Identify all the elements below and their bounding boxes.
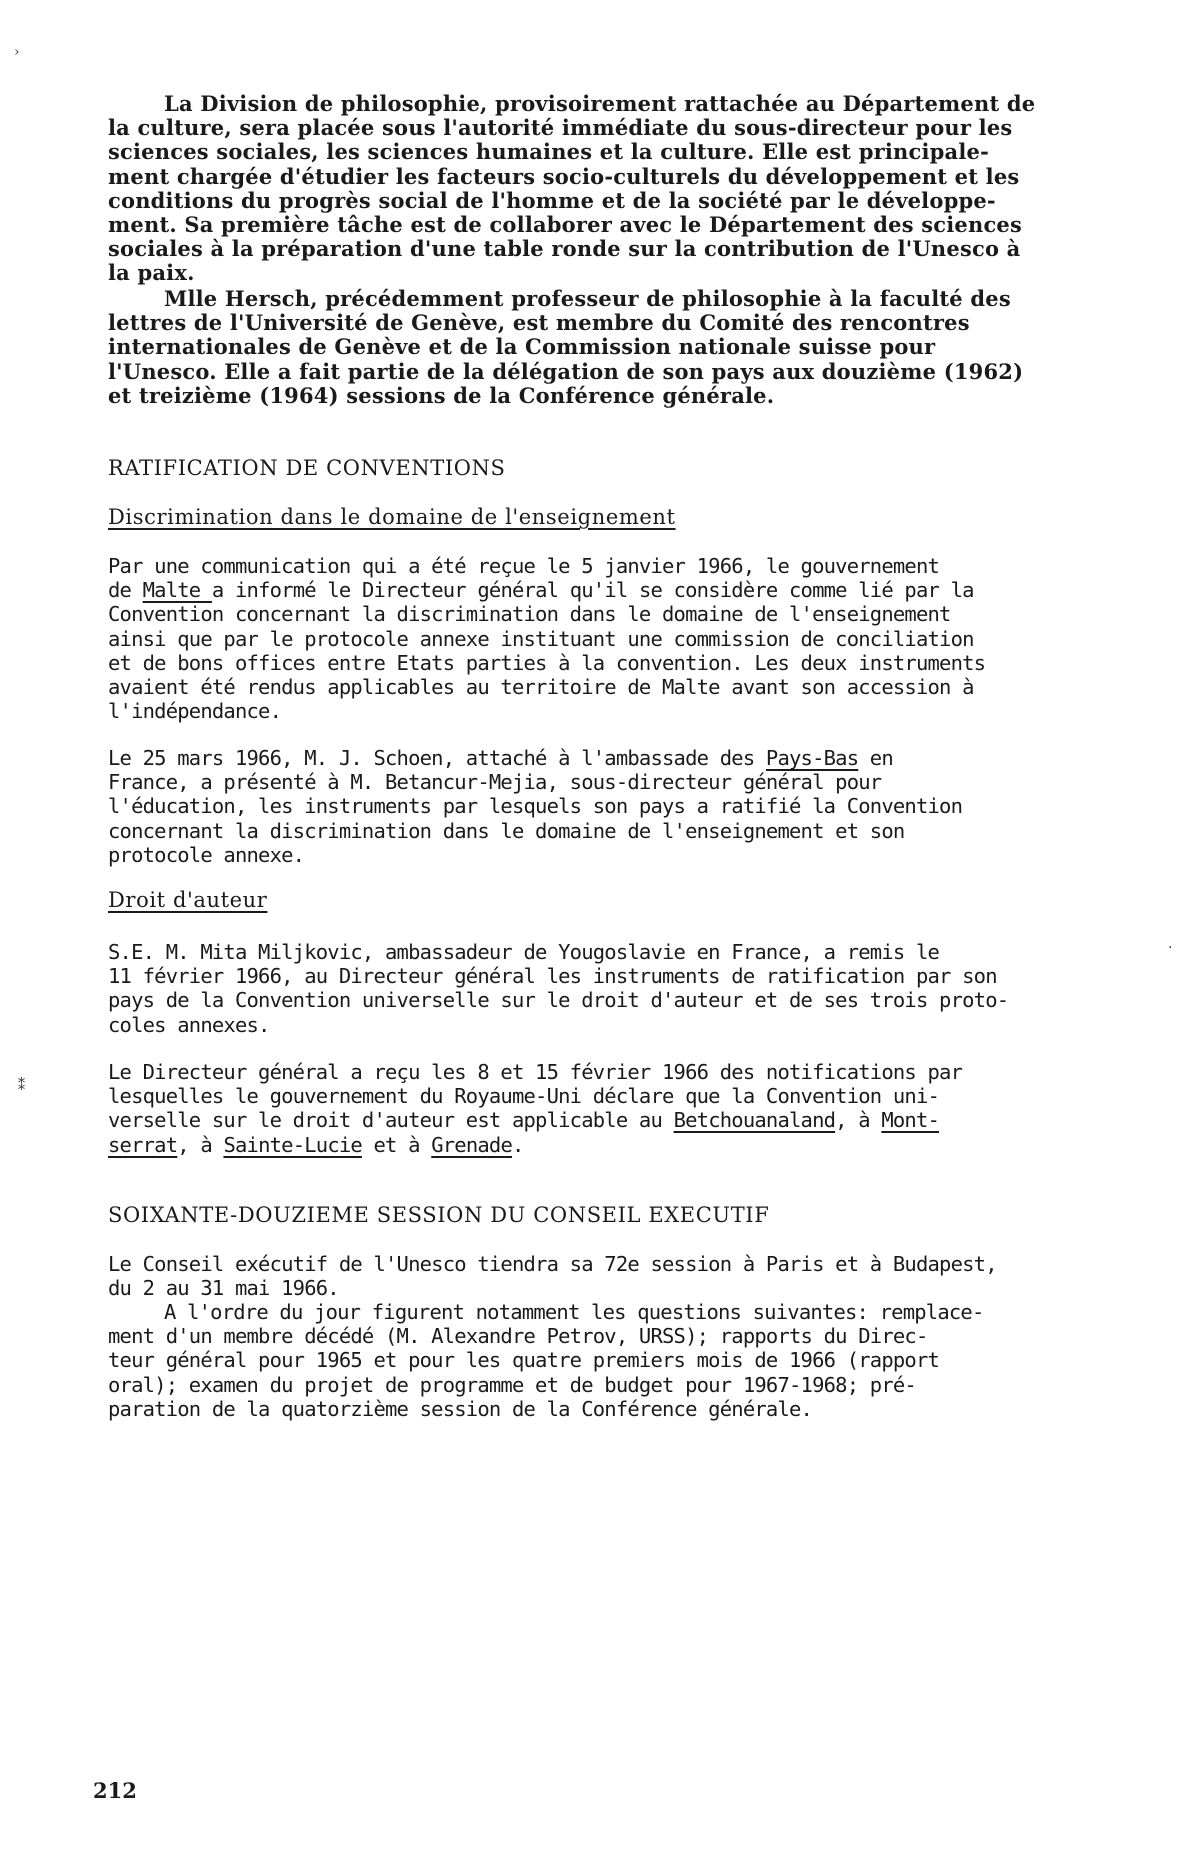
text-line [108, 578, 1108, 602]
paragraph-ordre-du-jour [108, 1300, 1108, 1421]
text-line: et de bons offices entre Etats parties à la convention. Les deux instruments [108, 650, 986, 675]
text-line: ainsi que par le protocole annexe instituant une commission de conciliation [108, 626, 974, 651]
text-line: sciences sociales, les sciences humaines et la culture. Elle est principale- [108, 139, 989, 165]
text-line: l'Unesco. Elle a fait partie de la délégation de son pays aux douzième (1962) [108, 358, 1024, 384]
text-line: sociales à la préparation d'une table ronde sur la contribution de l'Unesco à [108, 236, 1021, 262]
subheading-droit-auteur: Droit d'auteur [108, 888, 268, 912]
text-line: pays de la Convention universelle sur le droit d'auteur et de ses trois proto- [108, 988, 1009, 1013]
territory-sainte-lucie: Sainte-Lucie [223, 1132, 362, 1157]
text-span: a informé le Directeur général qu'il se considère comme lié par la [211, 578, 974, 603]
text-span: et à [361, 1132, 432, 1157]
text-line: S.E. M. Mita Miljkovic, ambassadeur de Yougoslavie en France, a remis le [108, 940, 940, 964]
text-line: Par une communication qui a été reçue le 5 janvier 1966, le gouvernement [108, 554, 940, 578]
text-line: internationales de Genève et de la Commission nationale suisse pour [108, 334, 936, 360]
text-line [108, 1133, 1108, 1157]
paragraph-yougoslavie [108, 940, 1108, 1037]
page-number: 212 [93, 1778, 137, 1803]
text-span: , à [177, 1132, 224, 1157]
territory-montserrat: Mont- [881, 1108, 940, 1133]
territory-grenade: Grenade [431, 1132, 513, 1157]
text-line: et treizième (1964) sessions de la Conférence générale. [108, 382, 775, 408]
text-line: A l'ordre du jour figurent notamment les questions suivantes: remplace- [164, 1300, 984, 1324]
paragraph-conseil [108, 1252, 1108, 1300]
text-span: Le 25 mars 1966, M. J. Schoen, attaché à l'ambassade des [108, 746, 766, 770]
text-line: du 2 au 31 mai 1966. [108, 1276, 339, 1301]
paragraph-division-philosophie [108, 92, 1108, 286]
text-span: en [858, 746, 893, 770]
scan-mark: · [1168, 940, 1173, 956]
territory-betchouanaland: Betchouanaland [673, 1108, 836, 1133]
paragraph-mlle-hersch [108, 287, 1108, 408]
subheading-wrapper [108, 505, 1108, 529]
text-line: l'indépendance. [108, 699, 282, 724]
heading-ratification: RATIFICATION DE CONVENTIONS [108, 456, 506, 480]
heading-session: SOIXANTE-DOUZIEME SESSION DU CONSEIL EXECUTIF [108, 1203, 770, 1227]
text-line: ment d'un membre décédé (M. Alexandre Petrov, URSS); rapports du Direc- [108, 1324, 928, 1349]
text-span: de [108, 578, 143, 603]
text-line [108, 746, 1108, 770]
text-span: verselle sur le droit d'auteur est applicable au [108, 1108, 674, 1133]
text-span: , à [835, 1108, 882, 1133]
text-line: concernant la discrimination dans le domaine de l'enseignement et son [108, 818, 905, 843]
text-line: lesquelles le gouvernement du Royaume-Uni déclare que la Convention uni- [108, 1084, 940, 1109]
text-line: 11 février 1966, au Directeur général les instruments de ratification par son [108, 964, 997, 989]
text-line: lettres de l'Université de Genève, est membre du Comité des rencontres [108, 310, 970, 336]
text-line: conditions du progrès social de l'homme et de la société par le développe- [108, 187, 996, 213]
paragraph-royaume-uni [108, 1060, 1108, 1157]
text-line: oral); examen du projet de programme et de budget pour 1967-1968; pré- [108, 1372, 916, 1397]
text-line: France, a présenté à M. Betancur-Mejia, sous-directeur général pour [108, 770, 882, 795]
scan-mark: › [14, 44, 20, 60]
text-line: la paix. [108, 260, 195, 286]
text-line: Mlle Hersch, précédemment professeur de philosophie à la faculté des [164, 286, 1011, 311]
text-line: avaient été rendus applicables au territoire de Malte avant son accession à [108, 675, 974, 700]
text-line: teur général pour 1965 et pour les quatre premiers mois de 1966 (rapport [108, 1348, 940, 1373]
text-line: l'éducation, les instruments par lesquels son pays a ratifié la Convention [108, 794, 963, 819]
text-line: la culture, sera placée sous l'autorité immédiate du sous-directeur pour les [108, 115, 1013, 141]
paragraph-pays-bas [108, 746, 1108, 867]
territory-montserrat-cont: serrat [108, 1132, 178, 1157]
text-line: ment chargée d'étudier les facteurs socio-culturels du développement et les [108, 163, 1020, 189]
text-line: coles annexes. [108, 1012, 270, 1037]
subheading-wrapper [108, 888, 1108, 912]
text-line: ment. Sa première tâche est de collaborer avec le Département des sciences [108, 212, 1023, 238]
country-pays-bas: Pays-Bas [765, 746, 859, 770]
text-line: paration de la quatorzième session de la Conférence générale. [108, 1396, 813, 1421]
text-line: La Division de philosophie, provisoirement rattachée au Département de [164, 91, 1036, 116]
subheading-discrimination: Discrimination dans le domaine de l'enseignement [108, 505, 676, 529]
paragraph-malte [108, 554, 1108, 723]
scan-mark: ⁑ [18, 1078, 25, 1094]
text-span: . [512, 1132, 524, 1157]
text-line: protocole annexe. [108, 842, 305, 867]
text-line: Le Conseil exécutif de l'Unesco tiendra sa 72e session à Paris et à Budapest, [108, 1252, 997, 1276]
text-line [108, 1108, 1108, 1132]
text-line: Convention concernant la discrimination dans le domaine de l'enseignement [108, 602, 951, 627]
country-malte: Malte [142, 578, 212, 603]
text-line: Le Directeur général a reçu les 8 et 15 février 1966 des notifications par [108, 1060, 963, 1084]
